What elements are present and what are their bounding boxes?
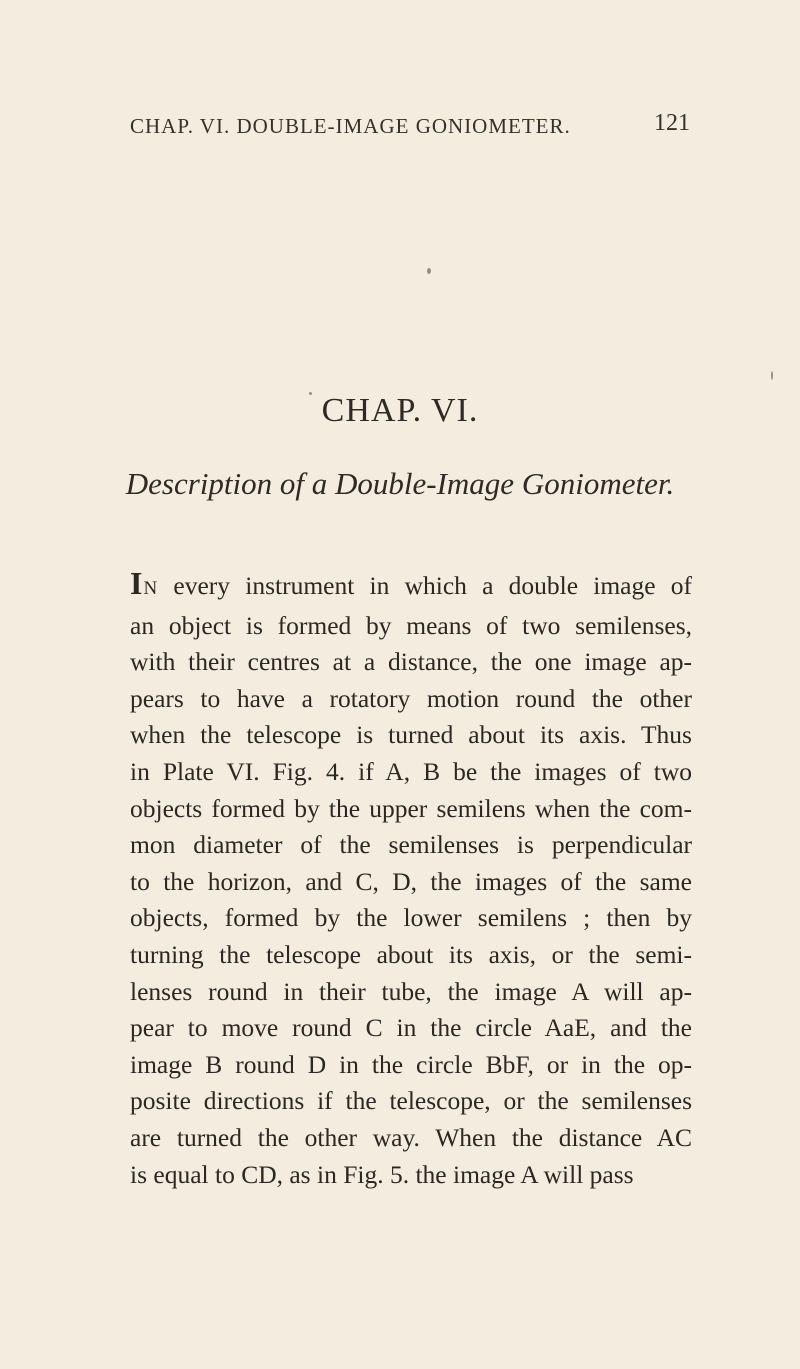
body-line: posite directions if the telescope, or the semilenses <box>130 1086 692 1116</box>
body-line: lenses round in their tube, the image A will ap- <box>130 976 692 1006</box>
body-line: with their centres at a distance, the one image ap- <box>130 647 692 677</box>
body-line: pears to have a rotatory motion round the other <box>130 683 692 713</box>
body-line: image B round D in the circle BbF, or in the op- <box>130 1049 692 1079</box>
body-line: objects, formed by the lower semilens ; then by <box>130 903 692 933</box>
body-line-text: every instrument in which a double image of <box>158 571 692 600</box>
page-number: 121 <box>654 110 690 136</box>
running-head <box>130 110 690 144</box>
initial-smallcaps: N <box>143 578 159 599</box>
body-line: in Plate VI. Fig. 4. if A, B be the images of two <box>130 756 692 786</box>
paper-speck <box>771 371 773 380</box>
body-line: are turned the other way. When the distance AC <box>130 1122 692 1152</box>
running-head-title: CHAP. VI. DOUBLE-IMAGE GONIOMETER. <box>130 114 571 138</box>
drop-initial: I <box>130 565 144 601</box>
chapter-subtitle: Description of a Double-Image Goniometer. <box>125 466 675 501</box>
body-line: mon diameter of the semilenses is perpendicular <box>130 830 692 860</box>
body-line: turning the telescope about its axis, or the semi- <box>130 939 692 969</box>
body-line: is equal to CD, as in Fig. 5. the image A will pass <box>130 1159 634 1189</box>
body-paragraph <box>130 565 692 1193</box>
body-line: to the horizon, and C, D, the images of the same <box>130 866 692 896</box>
body-line: an object is formed by means of two semilenses, <box>130 610 692 640</box>
body-line: pear to move round C in the circle AaE, and the <box>130 1013 692 1043</box>
paper-speck <box>309 392 312 395</box>
body-line <box>130 565 692 608</box>
chapter-heading: CHAP. VI. <box>321 392 479 429</box>
paper-speck <box>427 268 431 274</box>
body-line: when the telescope is turned about its axis. Thus <box>130 720 692 750</box>
body-line: objects formed by the upper semilens when the com- <box>130 793 692 823</box>
